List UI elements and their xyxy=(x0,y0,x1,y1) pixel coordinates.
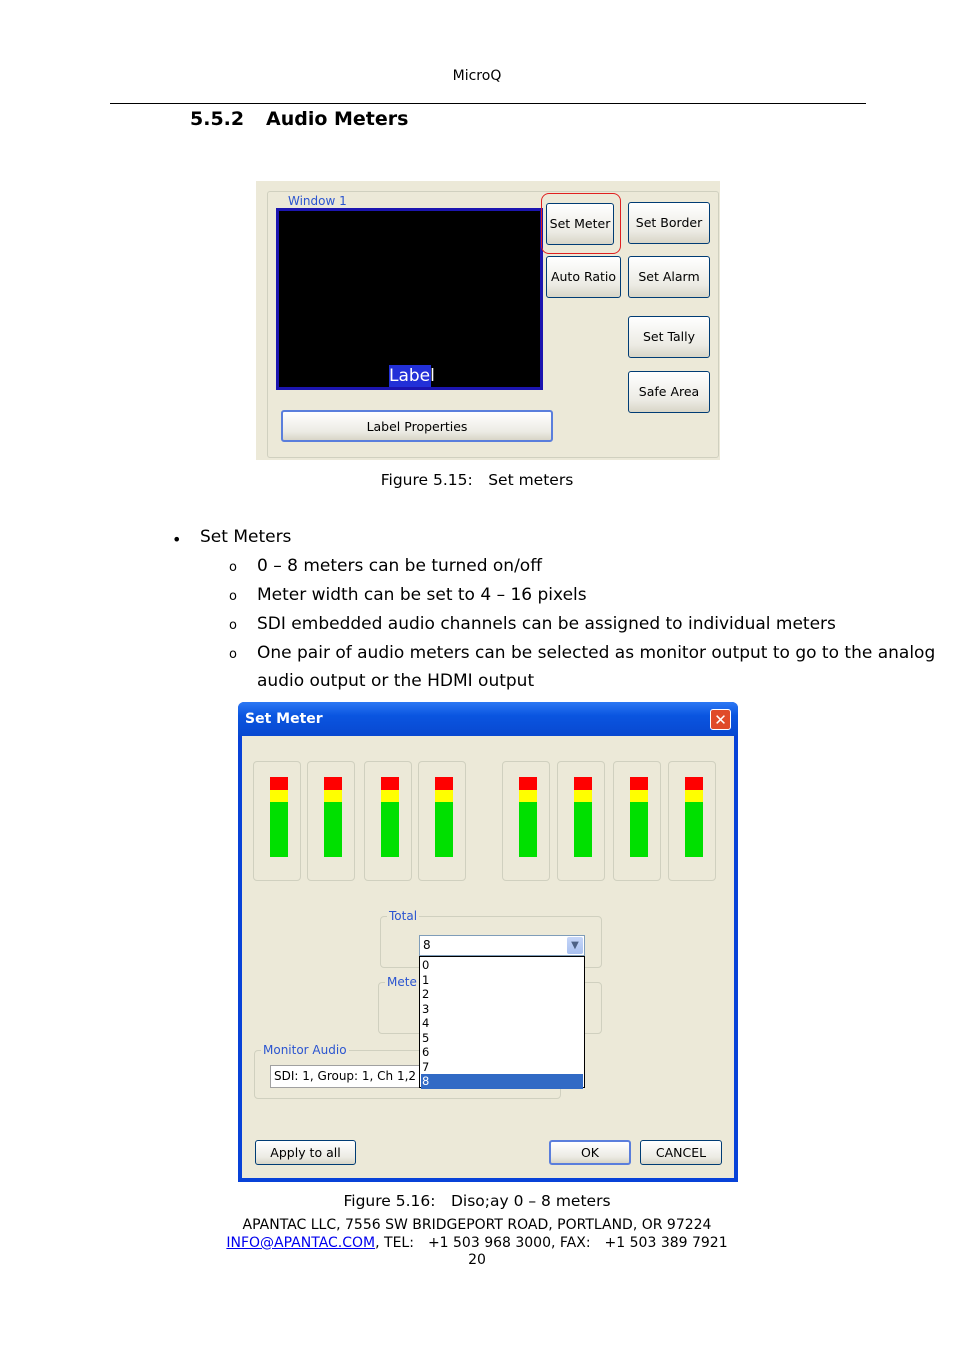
total-legend: Total xyxy=(389,909,418,923)
meter-slot[interactable] xyxy=(307,761,355,881)
meter-red-segment xyxy=(381,777,399,790)
meter-green-segment xyxy=(685,802,703,857)
section-number: 5.5.2 xyxy=(190,108,245,130)
monitor-audio-select[interactable]: SDI: 1, Group: 1, Ch 1,2 xyxy=(270,1065,420,1088)
audio-meter xyxy=(381,777,399,857)
meter-slot[interactable] xyxy=(253,761,301,881)
audio-meter xyxy=(270,777,288,857)
meter-slot[interactable] xyxy=(418,761,466,881)
dropdown-option[interactable]: 4 xyxy=(422,1016,430,1030)
total-dropdown-list xyxy=(419,956,585,1088)
meter-red-segment xyxy=(630,777,648,790)
audio-meter xyxy=(324,777,342,857)
meter-yellow-segment xyxy=(435,790,453,802)
meter-slot[interactable] xyxy=(613,761,661,881)
meter-slot[interactable] xyxy=(668,761,716,881)
meter-yellow-segment xyxy=(685,790,703,802)
safe-area-button[interactable]: Safe Area xyxy=(628,371,710,413)
meter-red-segment xyxy=(324,777,342,790)
running-header: MicroQ xyxy=(452,68,502,84)
sub-bullet-item: Meter width can be set to 4 – 16 pixels xyxy=(257,585,587,605)
figure-5-16-caption: Figure 5.16: Diso;ay 0 – 8 meters xyxy=(343,1192,611,1210)
meter-yellow-segment xyxy=(630,790,648,802)
audio-meter xyxy=(685,777,703,857)
close-icon[interactable]: ✕ xyxy=(710,709,731,730)
meter-yellow-segment xyxy=(381,790,399,802)
bullet-set-meters: Set Meters xyxy=(200,527,292,547)
dropdown-option-selected[interactable]: 8 xyxy=(421,1074,583,1089)
dropdown-option[interactable]: 7 xyxy=(422,1059,430,1074)
meter-slot[interactable] xyxy=(557,761,605,881)
cancel-button[interactable]: CANCEL xyxy=(640,1140,722,1165)
ok-button[interactable]: OK xyxy=(549,1140,631,1165)
total-select-value: 8 xyxy=(423,938,431,952)
dropdown-option[interactable]: 0 xyxy=(422,958,430,972)
sub-bullet-marker: o xyxy=(229,560,237,575)
figure-5-15-caption: Figure 5.15: Set meters xyxy=(380,471,574,489)
meter-yellow-segment xyxy=(270,790,288,802)
meter-green-segment xyxy=(519,802,537,857)
sub-bullet-item: SDI embedded audio channels can be assigned to individual meters xyxy=(257,614,836,634)
meter-yellow-segment xyxy=(324,790,342,802)
dropdown-option[interactable]: 6 xyxy=(422,1045,430,1059)
meter-green-segment xyxy=(381,802,399,857)
section-title: Audio Meters xyxy=(266,108,409,130)
meter-green-segment xyxy=(324,802,342,857)
preview-label: Label xyxy=(389,366,435,386)
footer-address: APANTAC LLC, 7556 SW BRIDGEPORT ROAD, PORTLAND, OR 97224 xyxy=(242,1217,712,1233)
meter-red-segment xyxy=(519,777,537,790)
total-select[interactable] xyxy=(419,935,585,956)
set-meter-button[interactable]: Set Meter xyxy=(546,203,614,245)
auto-ratio-button[interactable]: Auto Ratio xyxy=(546,256,621,298)
set-alarm-button[interactable]: Set Alarm xyxy=(628,256,710,298)
sub-bullet-item-continued: audio output or the HDMI output xyxy=(257,671,535,691)
header-rule xyxy=(110,103,866,104)
meter-green-segment xyxy=(435,802,453,857)
sub-bullet-item: One pair of audio meters can be selected as monitor output to go to the analog xyxy=(257,643,936,663)
sub-bullet-marker: o xyxy=(229,647,237,662)
meter-slot[interactable] xyxy=(502,761,550,881)
dialog-titlebar[interactable] xyxy=(238,702,738,736)
dialog-body xyxy=(242,736,734,1178)
meter-green-segment xyxy=(574,802,592,857)
dropdown-option[interactable]: 5 xyxy=(422,1030,430,1045)
set-meter-dialog xyxy=(238,702,738,1182)
figure-window-settings xyxy=(256,181,720,460)
dialog-title: Set Meter xyxy=(245,711,323,727)
window-legend: Window 1 xyxy=(288,194,347,208)
dropdown-option[interactable]: 3 xyxy=(422,1001,430,1016)
dropdown-option[interactable]: 1 xyxy=(422,972,430,987)
sub-bullet-marker: o xyxy=(229,589,237,604)
footer-contact: , TEL: +1 503 968 3000, FAX: +1 503 389 7921 xyxy=(375,1235,728,1251)
meter-slot[interactable] xyxy=(364,761,412,881)
sub-bullet-marker: o xyxy=(229,618,237,633)
window-preview xyxy=(276,208,543,390)
meter-green-segment xyxy=(270,802,288,857)
apply-to-all-button[interactable]: Apply to all xyxy=(255,1140,356,1165)
meter-red-segment xyxy=(574,777,592,790)
footer-contact-line xyxy=(0,1235,954,1251)
meter-red-segment xyxy=(435,777,453,790)
sub-bullet-item: 0 – 8 meters can be turned on/off xyxy=(257,556,542,576)
dropdown-option[interactable]: 2 xyxy=(422,987,430,1001)
audio-meter xyxy=(435,777,453,857)
meter-yellow-segment xyxy=(574,790,592,802)
chevron-down-icon[interactable]: ▼ xyxy=(567,937,583,954)
meter-width-legend: Mete xyxy=(387,975,417,989)
meter-green-segment xyxy=(630,802,648,857)
audio-meter xyxy=(630,777,648,857)
footer-email-link[interactable]: INFO@APANTAC.COM xyxy=(226,1235,376,1251)
meter-yellow-segment xyxy=(519,790,537,802)
meter-red-segment xyxy=(270,777,288,790)
set-tally-button[interactable]: Set Tally xyxy=(628,316,710,358)
audio-meter xyxy=(574,777,592,857)
monitor-audio-legend: Monitor Audio xyxy=(263,1043,347,1057)
label-properties-button[interactable]: Label Properties xyxy=(281,410,553,442)
set-border-button[interactable]: Set Border xyxy=(628,202,710,244)
meter-red-segment xyxy=(685,777,703,790)
audio-meter xyxy=(519,777,537,857)
page-number: 20 xyxy=(468,1252,486,1268)
bullet-dot: • xyxy=(172,530,182,549)
